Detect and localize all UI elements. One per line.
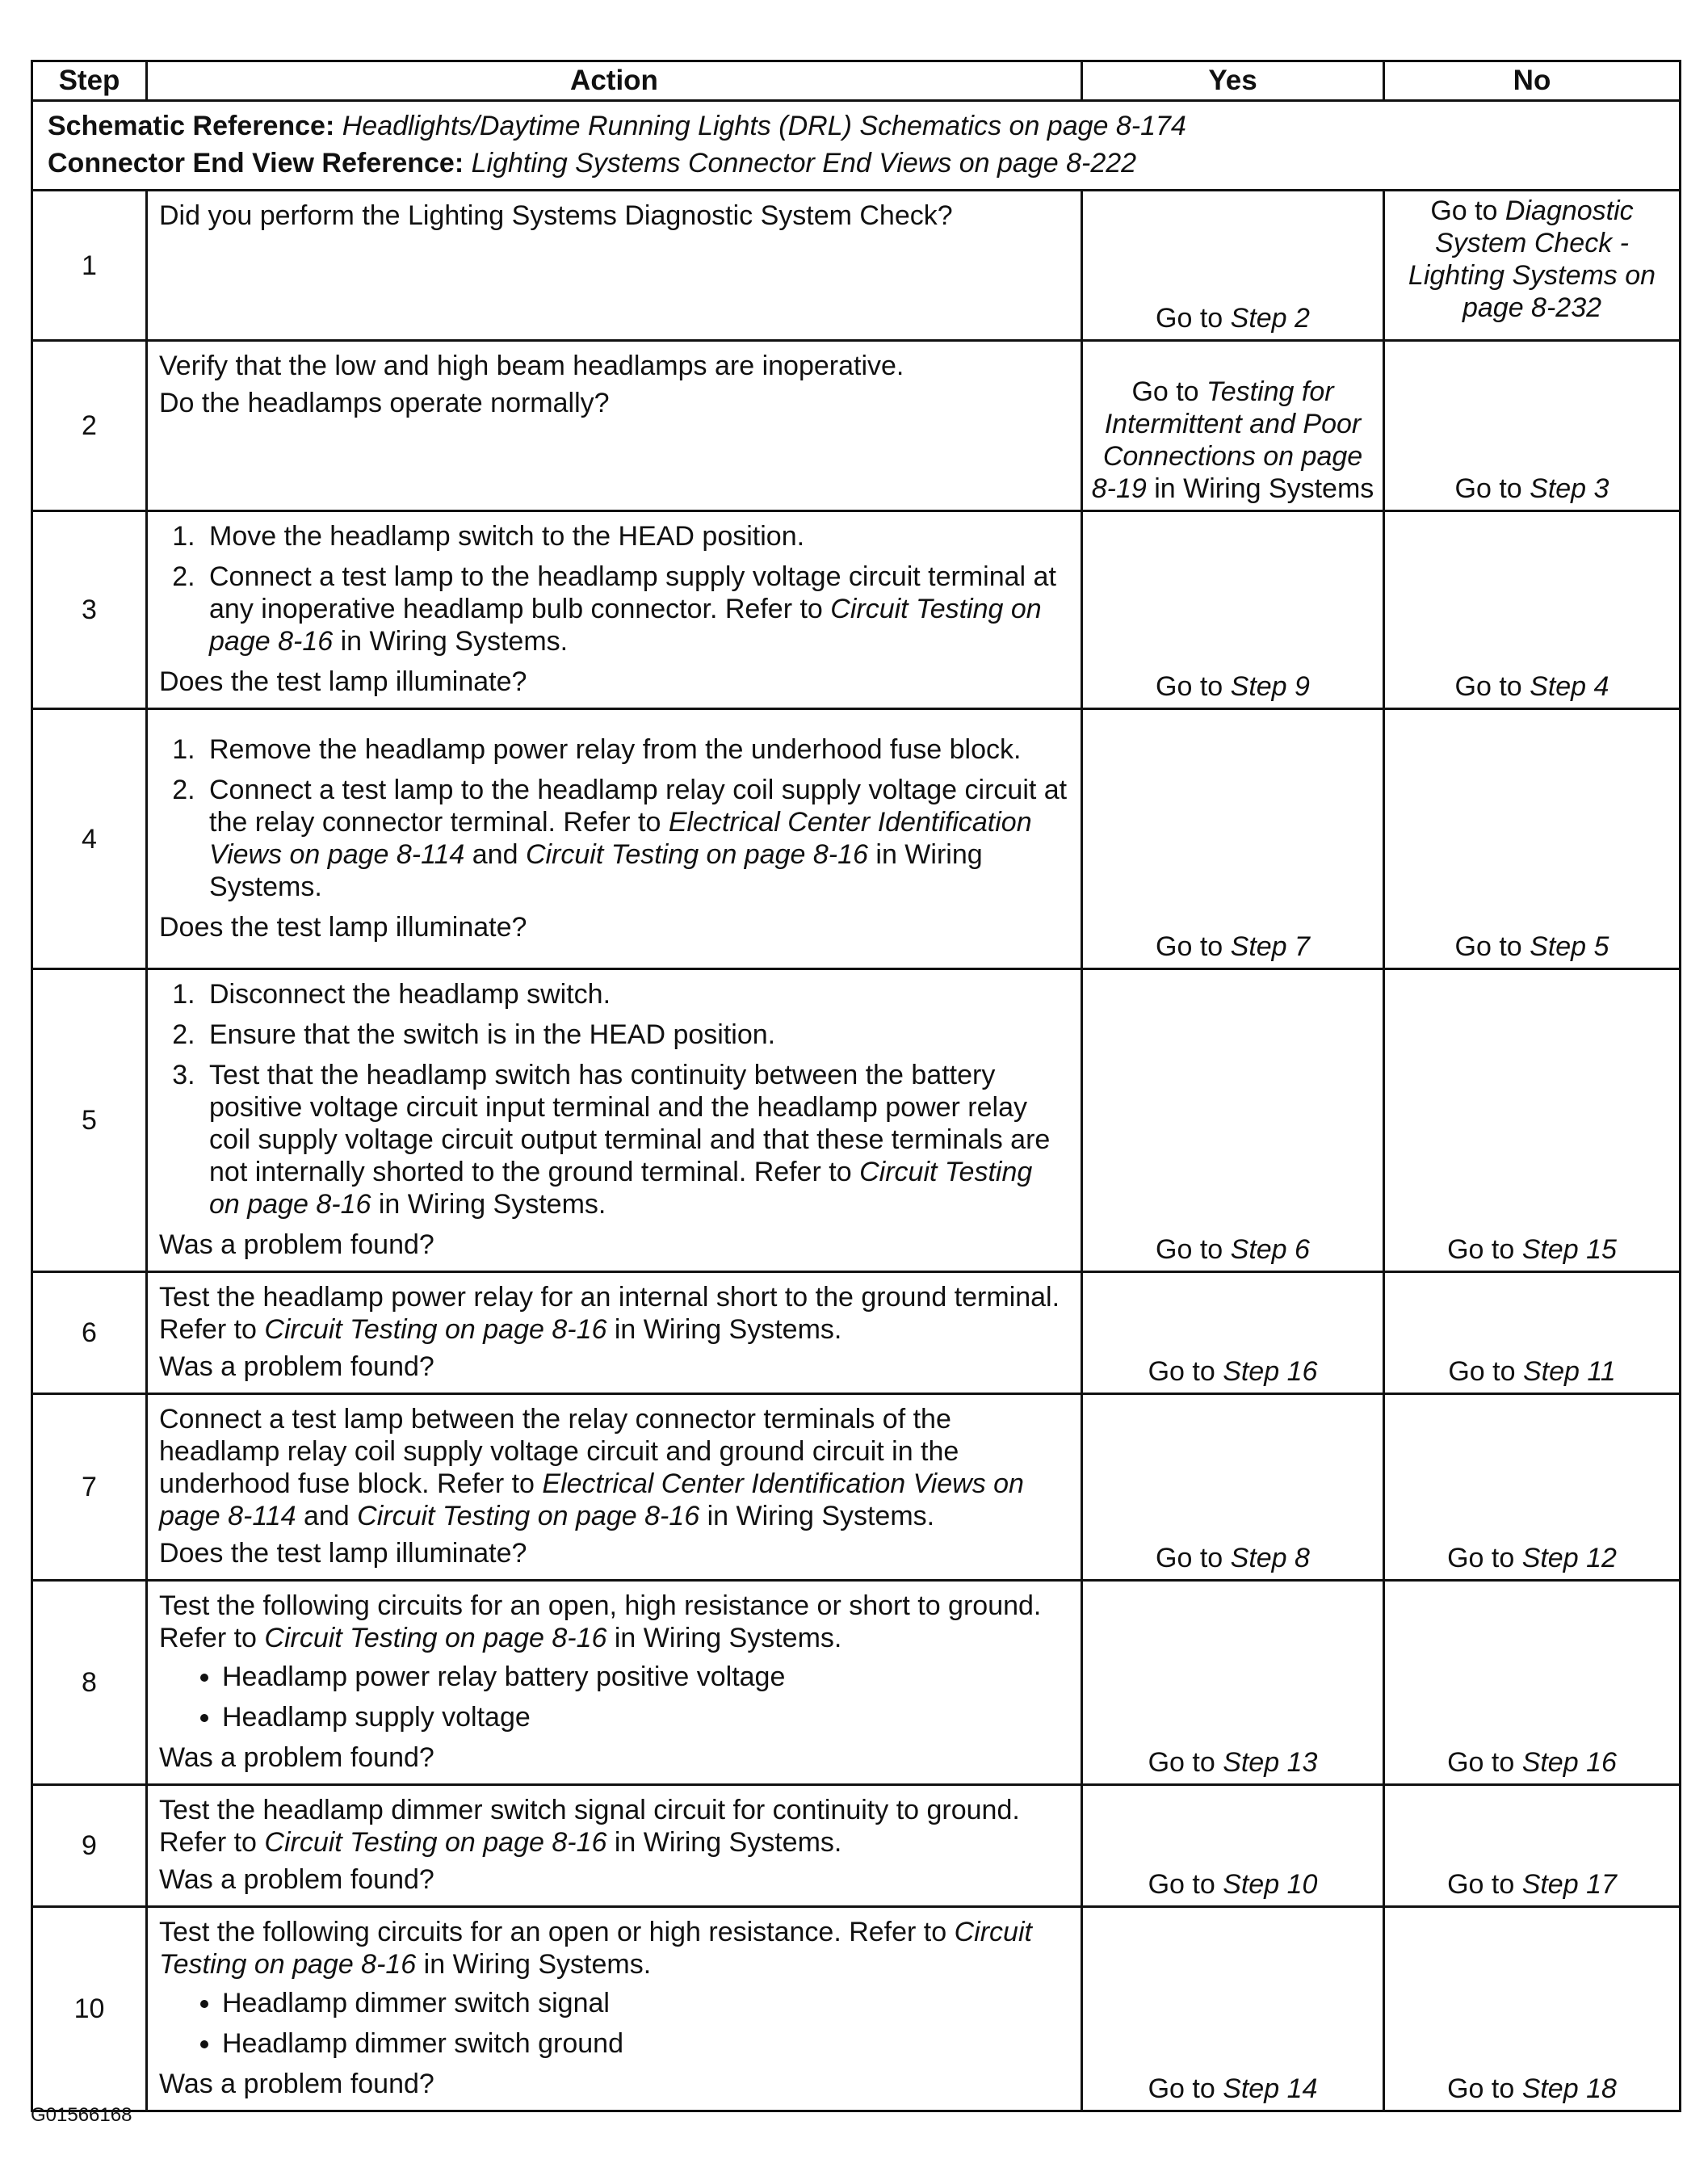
go-to-text: Go to [1454, 473, 1530, 504]
go-to-text: Go to [1447, 1543, 1522, 1573]
instruction-list [159, 733, 1069, 903]
step-number: 8 [32, 1581, 147, 1785]
schematic-reference-label: Schematic Reference: [48, 111, 335, 141]
yes-link[interactable]: Step 7 [1230, 931, 1310, 962]
diagnostic-table [31, 60, 1681, 2112]
reference-link[interactable]: Circuit Testing on page 8-16 [357, 1501, 700, 1531]
instruction-text: Connect a test lamp to the headlamp relay coil supply voltage circuit at the relay connector terminal. Refer to [209, 774, 1068, 838]
bullet-list [159, 1987, 1069, 2060]
list-item: • Headlamp dimmer switch ground [222, 2027, 1069, 2060]
yes-link[interactable]: Step 2 [1230, 303, 1310, 334]
go-to-text: Go to [1454, 671, 1530, 702]
reference-link[interactable]: Circuit Testing on page 8-16 [264, 1623, 607, 1653]
instruction-list [159, 520, 1069, 657]
no-cell [1384, 969, 1681, 1272]
header-row [32, 61, 1681, 101]
instruction-text: Verify that the low and high beam headlamps are inoperative. [159, 351, 904, 381]
step-number: 1 [32, 191, 147, 341]
list-item [203, 561, 1069, 657]
instruction-text: Test the headlamp dimmer switch signal circuit for continuity to ground. Refer to [159, 1795, 1020, 1858]
schematic-reference-link[interactable]: Headlights/Daytime Running Lights (DRL) Schematics on page 8-174 [342, 111, 1186, 141]
step-number: 7 [32, 1394, 147, 1581]
no-cell [1384, 1272, 1681, 1394]
yes-cell [1082, 709, 1384, 969]
yes-cell [1082, 1272, 1384, 1394]
step-number: 10 [32, 1907, 147, 2111]
action-cell [147, 511, 1082, 709]
reference-link[interactable]: Circuit Testing on page 8-16 [209, 1157, 1033, 1220]
question-text: Was a problem found? [159, 1229, 434, 1260]
instruction-text: in Wiring Systems. [606, 1314, 842, 1345]
no-link[interactable]: Step 15 [1521, 1234, 1617, 1265]
go-to-text: Go to [1148, 1356, 1223, 1387]
list-item [203, 774, 1069, 903]
question-text: Does the test lamp illuminate? [159, 911, 527, 943]
yes-link[interactable]: Step 10 [1223, 1869, 1318, 1900]
instruction-text: in Wiring Systems. [699, 1501, 935, 1531]
action-cell [147, 1394, 1082, 1581]
instruction-text: Test the following circuits for an open or high resistance. Refer to [159, 1917, 955, 1947]
connector-reference-label: Connector End View Reference: [48, 148, 464, 179]
instruction-text: in Wiring Systems. [209, 838, 983, 902]
question-text: Does the test lamp illuminate? [159, 1538, 527, 1569]
no-cell [1384, 709, 1681, 969]
instruction-text [159, 1794, 1069, 1859]
no-cell [1384, 1581, 1681, 1785]
action-cell [147, 191, 1082, 341]
action-cell [147, 709, 1082, 969]
step-number: 3 [32, 511, 147, 709]
reference-row [32, 101, 1681, 191]
header-step: Step [32, 61, 147, 101]
instruction-text: in Wiring Systems. [606, 1827, 842, 1858]
action-cell [147, 1272, 1082, 1394]
table-row [32, 511, 1681, 709]
go-to-text: Go to [1430, 195, 1505, 226]
table-row [32, 969, 1681, 1272]
yes-link[interactable]: Step 14 [1223, 2073, 1318, 2104]
question-text: Do the headlamps operate normally? [159, 388, 610, 418]
no-link[interactable]: Step 17 [1521, 1869, 1617, 1900]
table-row [32, 191, 1681, 341]
action-cell [147, 1785, 1082, 1907]
yes-cell [1082, 1907, 1384, 2111]
no-link[interactable]: Step 11 [1522, 1356, 1616, 1387]
list-item: 1. Move the headlamp switch to the HEAD position. [203, 520, 1069, 552]
instruction-text: Test the following circuits for an open, high resistance or short to ground. Refer to [159, 1590, 1042, 1653]
bullet-list [159, 1661, 1069, 1733]
question-text: Was a problem found? [159, 1742, 434, 1773]
yes-cell [1082, 341, 1384, 511]
connector-reference [48, 147, 1664, 179]
list-item: • Headlamp supply voltage [222, 1701, 1069, 1733]
action-cell [147, 1581, 1082, 1785]
go-to-text: Go to [1447, 1869, 1522, 1900]
action-cell [147, 1907, 1082, 2111]
yes-link[interactable]: Testing for Intermittent and Poor Connections on page 8-19 [1091, 376, 1363, 504]
no-cell [1384, 341, 1681, 511]
connector-reference-link[interactable]: Lighting Systems Connector End Views on page 8-222 [471, 148, 1137, 179]
no-cell [1384, 1394, 1681, 1581]
reference-link[interactable]: Circuit Testing on page 8-16 [209, 594, 1042, 657]
no-cell [1384, 511, 1681, 709]
go-to-text: Go to [1156, 1543, 1231, 1573]
step-number: 2 [32, 341, 147, 511]
yes-link[interactable]: Step 9 [1230, 671, 1310, 702]
step-number: 6 [32, 1272, 147, 1394]
reference-cell [32, 101, 1681, 191]
go-to-text: Go to [1148, 1747, 1223, 1778]
header-yes: Yes [1082, 61, 1384, 101]
yes-cell [1082, 1785, 1384, 1907]
table-row [32, 1394, 1681, 1581]
question-text: Did you perform the Lighting Systems Diagnostic System Check? [159, 200, 953, 231]
step-number: 9 [32, 1785, 147, 1907]
instruction-text [159, 1403, 1069, 1532]
yes-cell [1082, 511, 1384, 709]
no-link[interactable]: Step 12 [1521, 1543, 1617, 1573]
list-item: 2. Ensure that the switch is in the HEAD position. [203, 1019, 1069, 1051]
go-to-text: Go to [1156, 1234, 1231, 1265]
table-row [32, 709, 1681, 969]
action-cell [147, 341, 1082, 511]
table-row [32, 1907, 1681, 2111]
instruction-text: Connect a test lamp between the relay connector terminals of the headlamp relay coil supply voltage circuit and ground circuit in the underhood fuse block. Refer to [159, 1404, 959, 1499]
instruction-text: Test the headlamp power relay for an internal short to the ground terminal. Refer to [159, 1282, 1060, 1345]
list-item: 1. Remove the headlamp power relay from the underhood fuse block. [203, 733, 1069, 766]
header-no: No [1384, 61, 1681, 101]
reference-link[interactable]: Circuit Testing on page 8-16 [264, 1827, 607, 1858]
instruction-list [159, 978, 1069, 1220]
header-action: Action [147, 61, 1082, 101]
step-number: 4 [32, 709, 147, 969]
question-text: Does the test lamp illuminate? [159, 666, 527, 697]
yes-cell [1082, 191, 1384, 341]
reference-link[interactable]: Circuit Testing on page 8-16 [264, 1314, 607, 1345]
question-text: Was a problem found? [159, 2069, 434, 2099]
question-text: Was a problem found? [159, 1351, 434, 1382]
no-link[interactable]: Step 5 [1530, 931, 1609, 962]
yes-cell [1082, 1394, 1384, 1581]
list-item: • Headlamp power relay battery positive voltage [222, 1661, 1069, 1693]
no-link[interactable]: Step 16 [1521, 1747, 1617, 1778]
no-cell [1384, 1785, 1681, 1907]
figure-id: G01566168 [31, 2104, 132, 2126]
action-cell [147, 969, 1082, 1272]
go-to-text: Go to [1447, 1234, 1522, 1265]
instruction-text: and [464, 838, 526, 870]
go-to-text: Go to [1447, 1747, 1522, 1778]
instruction-text: and [296, 1501, 358, 1531]
reference-link[interactable]: Circuit Testing on page 8-16 [525, 838, 868, 870]
go-to-text: Go to [1156, 931, 1231, 962]
table-row [32, 1581, 1681, 1785]
table-row [32, 1785, 1681, 1907]
instruction-text [159, 1916, 1069, 1981]
question-text: Was a problem found? [159, 1864, 434, 1895]
yes-cell [1082, 1581, 1384, 1785]
reference-link[interactable]: Circuit Testing on page 8-16 [159, 1917, 1032, 1980]
instruction-text [159, 1281, 1069, 1346]
no-cell [1384, 191, 1681, 341]
instruction-text: Test that the headlamp switch has continuity between the battery positive voltage circuit input terminal and the headlamp power relay coil supply voltage circuit output terminal and that these terminals are not internally shorted to the ground terminal. Refer to [209, 1060, 1051, 1187]
instruction-text [159, 1590, 1069, 1654]
table-row [32, 341, 1681, 511]
go-to-text: Go to [1454, 931, 1530, 962]
yes-link[interactable]: Step 13 [1223, 1747, 1318, 1778]
go-to-text: Go to [1148, 2073, 1223, 2104]
reference-link[interactable]: Electrical Center Identification Views on page 8-114 [209, 806, 1032, 870]
no-cell [1384, 1907, 1681, 2111]
table-row [32, 1272, 1681, 1394]
list-item: • Headlamp dimmer switch signal [222, 1987, 1069, 2019]
yes-link[interactable]: Step 16 [1223, 1356, 1318, 1387]
schematic-reference [48, 110, 1664, 142]
go-to-text: Go to [1156, 671, 1231, 702]
yes-link[interactable]: Step 6 [1230, 1234, 1310, 1265]
instruction-text: in Wiring Systems. [606, 1623, 842, 1653]
instruction-text: in Wiring Systems. [416, 1949, 652, 1980]
reference-link[interactable]: Electrical Center Identification Views on page 8-114 [159, 1468, 1024, 1531]
no-link[interactable]: Step 3 [1530, 473, 1609, 504]
yes-link[interactable]: Step 8 [1230, 1543, 1310, 1573]
instruction-text: Connect a test lamp to the headlamp supply voltage circuit terminal at any inoperative headlamp bulb connector. Refer to [209, 561, 1056, 624]
go-to-text: Go to [1156, 303, 1231, 334]
go-to-text: Go to [1448, 1356, 1523, 1387]
no-link[interactable]: Diagnostic System Check - Lighting Systems on page 8-232 [1408, 195, 1656, 323]
yes-cell [1082, 969, 1384, 1272]
go-to-text: Go to [1447, 2073, 1522, 2104]
no-link[interactable]: Step 18 [1521, 2073, 1617, 2104]
instruction-text: in Wiring Systems. [371, 1189, 606, 1220]
list-item [203, 1059, 1069, 1220]
list-item: 1. Disconnect the headlamp switch. [203, 978, 1069, 1010]
go-to-text: Go to [1131, 376, 1207, 407]
yes-suffix-text: in Wiring Systems [1146, 473, 1374, 504]
no-link[interactable]: Step 4 [1530, 671, 1609, 702]
instruction-text: in Wiring Systems. [333, 626, 569, 657]
go-to-text: Go to [1148, 1869, 1223, 1900]
step-number: 5 [32, 969, 147, 1272]
